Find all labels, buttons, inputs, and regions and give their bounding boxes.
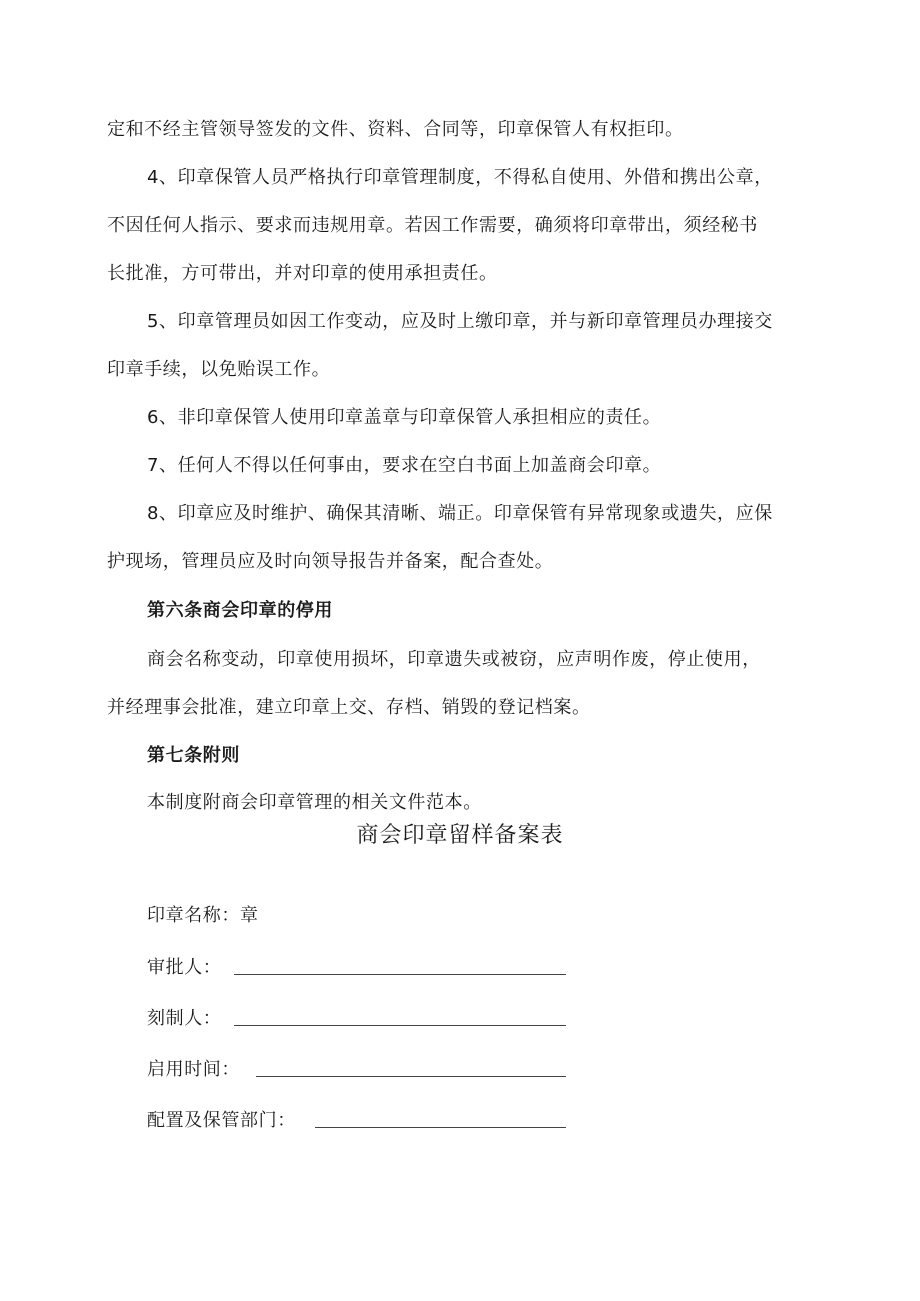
text-line-8: 7、任何人不得以任何事由，要求在空白书面上加盖商会印章。 <box>147 455 662 476</box>
text-line-6: 印章手续，以免贻误工作。 <box>107 359 331 380</box>
seal-name-label: 印章名称：章 <box>147 905 259 926</box>
approver-label: 审批人： <box>147 957 222 978</box>
text-line-1: 定和不经主管领导签发的文件、资料、合同等，印章保管人有权拒印。 <box>107 119 684 140</box>
dept-label: 配置及保管部门： <box>147 1110 296 1131</box>
section-7-line-1: 本制度附商会印章管理的相关文件范本。 <box>147 792 482 813</box>
engraver-label: 刻制人： <box>147 1008 222 1029</box>
dept-field <box>147 1109 296 1135</box>
engraver-field <box>147 1007 221 1033</box>
section-heading-6: 第六条商会印章的停用 <box>147 600 333 621</box>
engraver-blank-line <box>234 1025 566 1026</box>
text-line-7: 6、非印章保管人使用印章盖章与印章保管人承担相应的责任。 <box>147 407 662 428</box>
start-time-label: 启用时间： <box>147 1059 240 1080</box>
text-line-10: 护现场，管理员应及时向领导报告并备案，配合查处。 <box>107 551 554 572</box>
text-line-3: 不因任何人指示、要求而违规用章。若因工作需要，确须将印章带出，须经秘书 <box>107 215 758 236</box>
approver-field <box>147 956 221 982</box>
seal-name-field <box>147 904 259 930</box>
text-line-2: 4、印章保管人员严格执行印章管理制度，不得私自使用、外借和携出公章， <box>147 167 773 188</box>
section-heading-7: 第七条附则 <box>147 745 240 766</box>
text-line-5: 5、印章管理员如因工作变动，应及时上缴印章，并与新印章管理员办理接交 <box>147 311 773 332</box>
section-6-line-1: 商会名称变动，印章使用损坏，印章遗失或被窃，应声明作废，停止使用， <box>147 649 761 670</box>
section-6-line-2: 并经理事会批准，建立印章上交、存档、销毁的登记档案。 <box>107 697 591 718</box>
text-line-4: 长批准，方可带出，并对印章的使用承担责任。 <box>107 263 498 284</box>
form-title: 商会印章留样备案表 <box>356 823 564 848</box>
start-time-blank-line <box>256 1076 566 1077</box>
text-line-9: 8、印章应及时维护、确保其清晰、端正。印章保管有异常现象或遗失，应保 <box>147 503 773 524</box>
approver-blank-line <box>234 974 566 975</box>
start-time-field <box>147 1058 240 1084</box>
dept-blank-line <box>315 1127 566 1128</box>
